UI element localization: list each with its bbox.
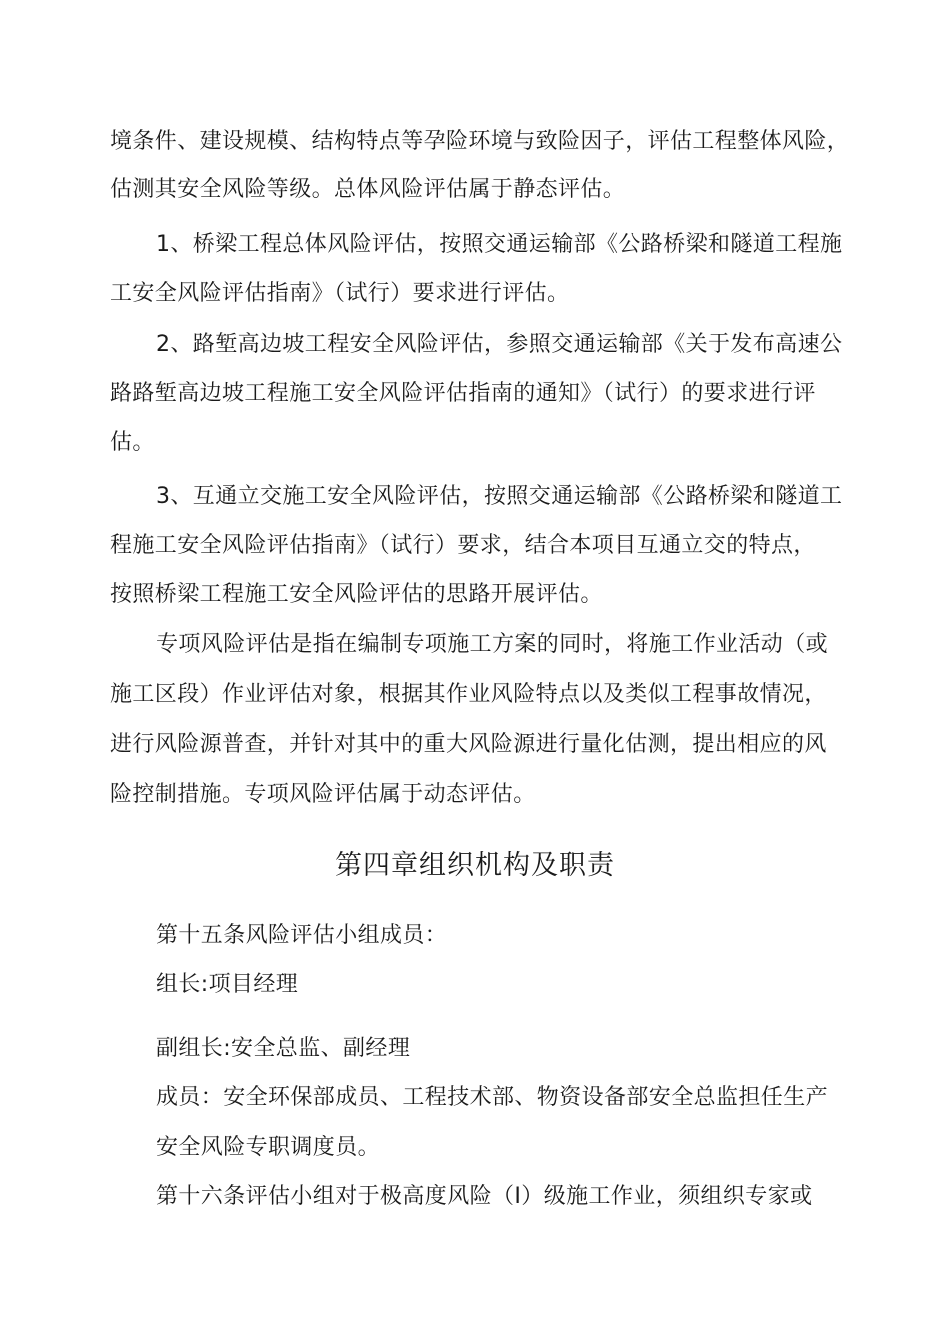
text-line: 进行风险源普查，并针对其中的重大风险源进行量化估测，提出相应的风 bbox=[110, 732, 827, 757]
text-line: 工安全风险评估指南》（试行）要求进行评估。 bbox=[110, 281, 570, 306]
text-line: 险控制措施。专项风险评估属于动态评估。 bbox=[110, 782, 536, 807]
text-line: 路路堑高边坡工程施工安全风险评估指南的通知》（试行）的要求进行评 bbox=[110, 381, 816, 406]
text-line: 按照桥梁工程施工安全风险评估的思路开展评估。 bbox=[110, 582, 603, 607]
text-line: 境条件、建设规模、结构特点等孕险环境与致险因子，评估工程整体风险， bbox=[110, 129, 850, 154]
text-line: 3、互通立交施工安全风险评估，按照交通运输部《公路桥梁和隧道工 bbox=[156, 484, 843, 509]
text-line: 1、桥梁工程总体风险评估，按照交通运输部《公路桥梁和隧道工程施 bbox=[156, 232, 843, 257]
text-line: 施工区段）作业评估对象，根据其作业风险特点以及类似工程事故情况， bbox=[110, 682, 827, 707]
text-line: 专项风险评估是指在编制专项施工方案的同时，将施工作业活动（或 bbox=[156, 632, 829, 657]
article-line: 安全风险专职调度员。 bbox=[156, 1135, 381, 1160]
chapter-title: 第四章组织机构及职责 bbox=[335, 850, 615, 881]
text-line: 估测其安全风险等级。总体风险评估属于静态评估。 bbox=[110, 177, 626, 202]
text-line: 估。 bbox=[110, 430, 155, 455]
article-line: 组长:项目经理 bbox=[156, 972, 299, 997]
article-line: 成员：安全环保部成员、工程技术部、物资设备部安全总监担任生产 bbox=[156, 1085, 829, 1110]
article-line: 第十六条评估小组对于极高度风险（I）级施工作业，须组织专家或 bbox=[156, 1184, 813, 1209]
article-line: 第十五条风险评估小组成员： bbox=[156, 923, 448, 948]
article-line: 副组长:安全总监、副经理 bbox=[156, 1036, 411, 1061]
text-line: 程施工安全风险评估指南》（试行）要求，结合本项目互通立交的特点， bbox=[110, 533, 816, 558]
text-line: 2、路堑高边坡工程安全风险评估，参照交通运输部《关于发布高速公 bbox=[156, 332, 843, 357]
